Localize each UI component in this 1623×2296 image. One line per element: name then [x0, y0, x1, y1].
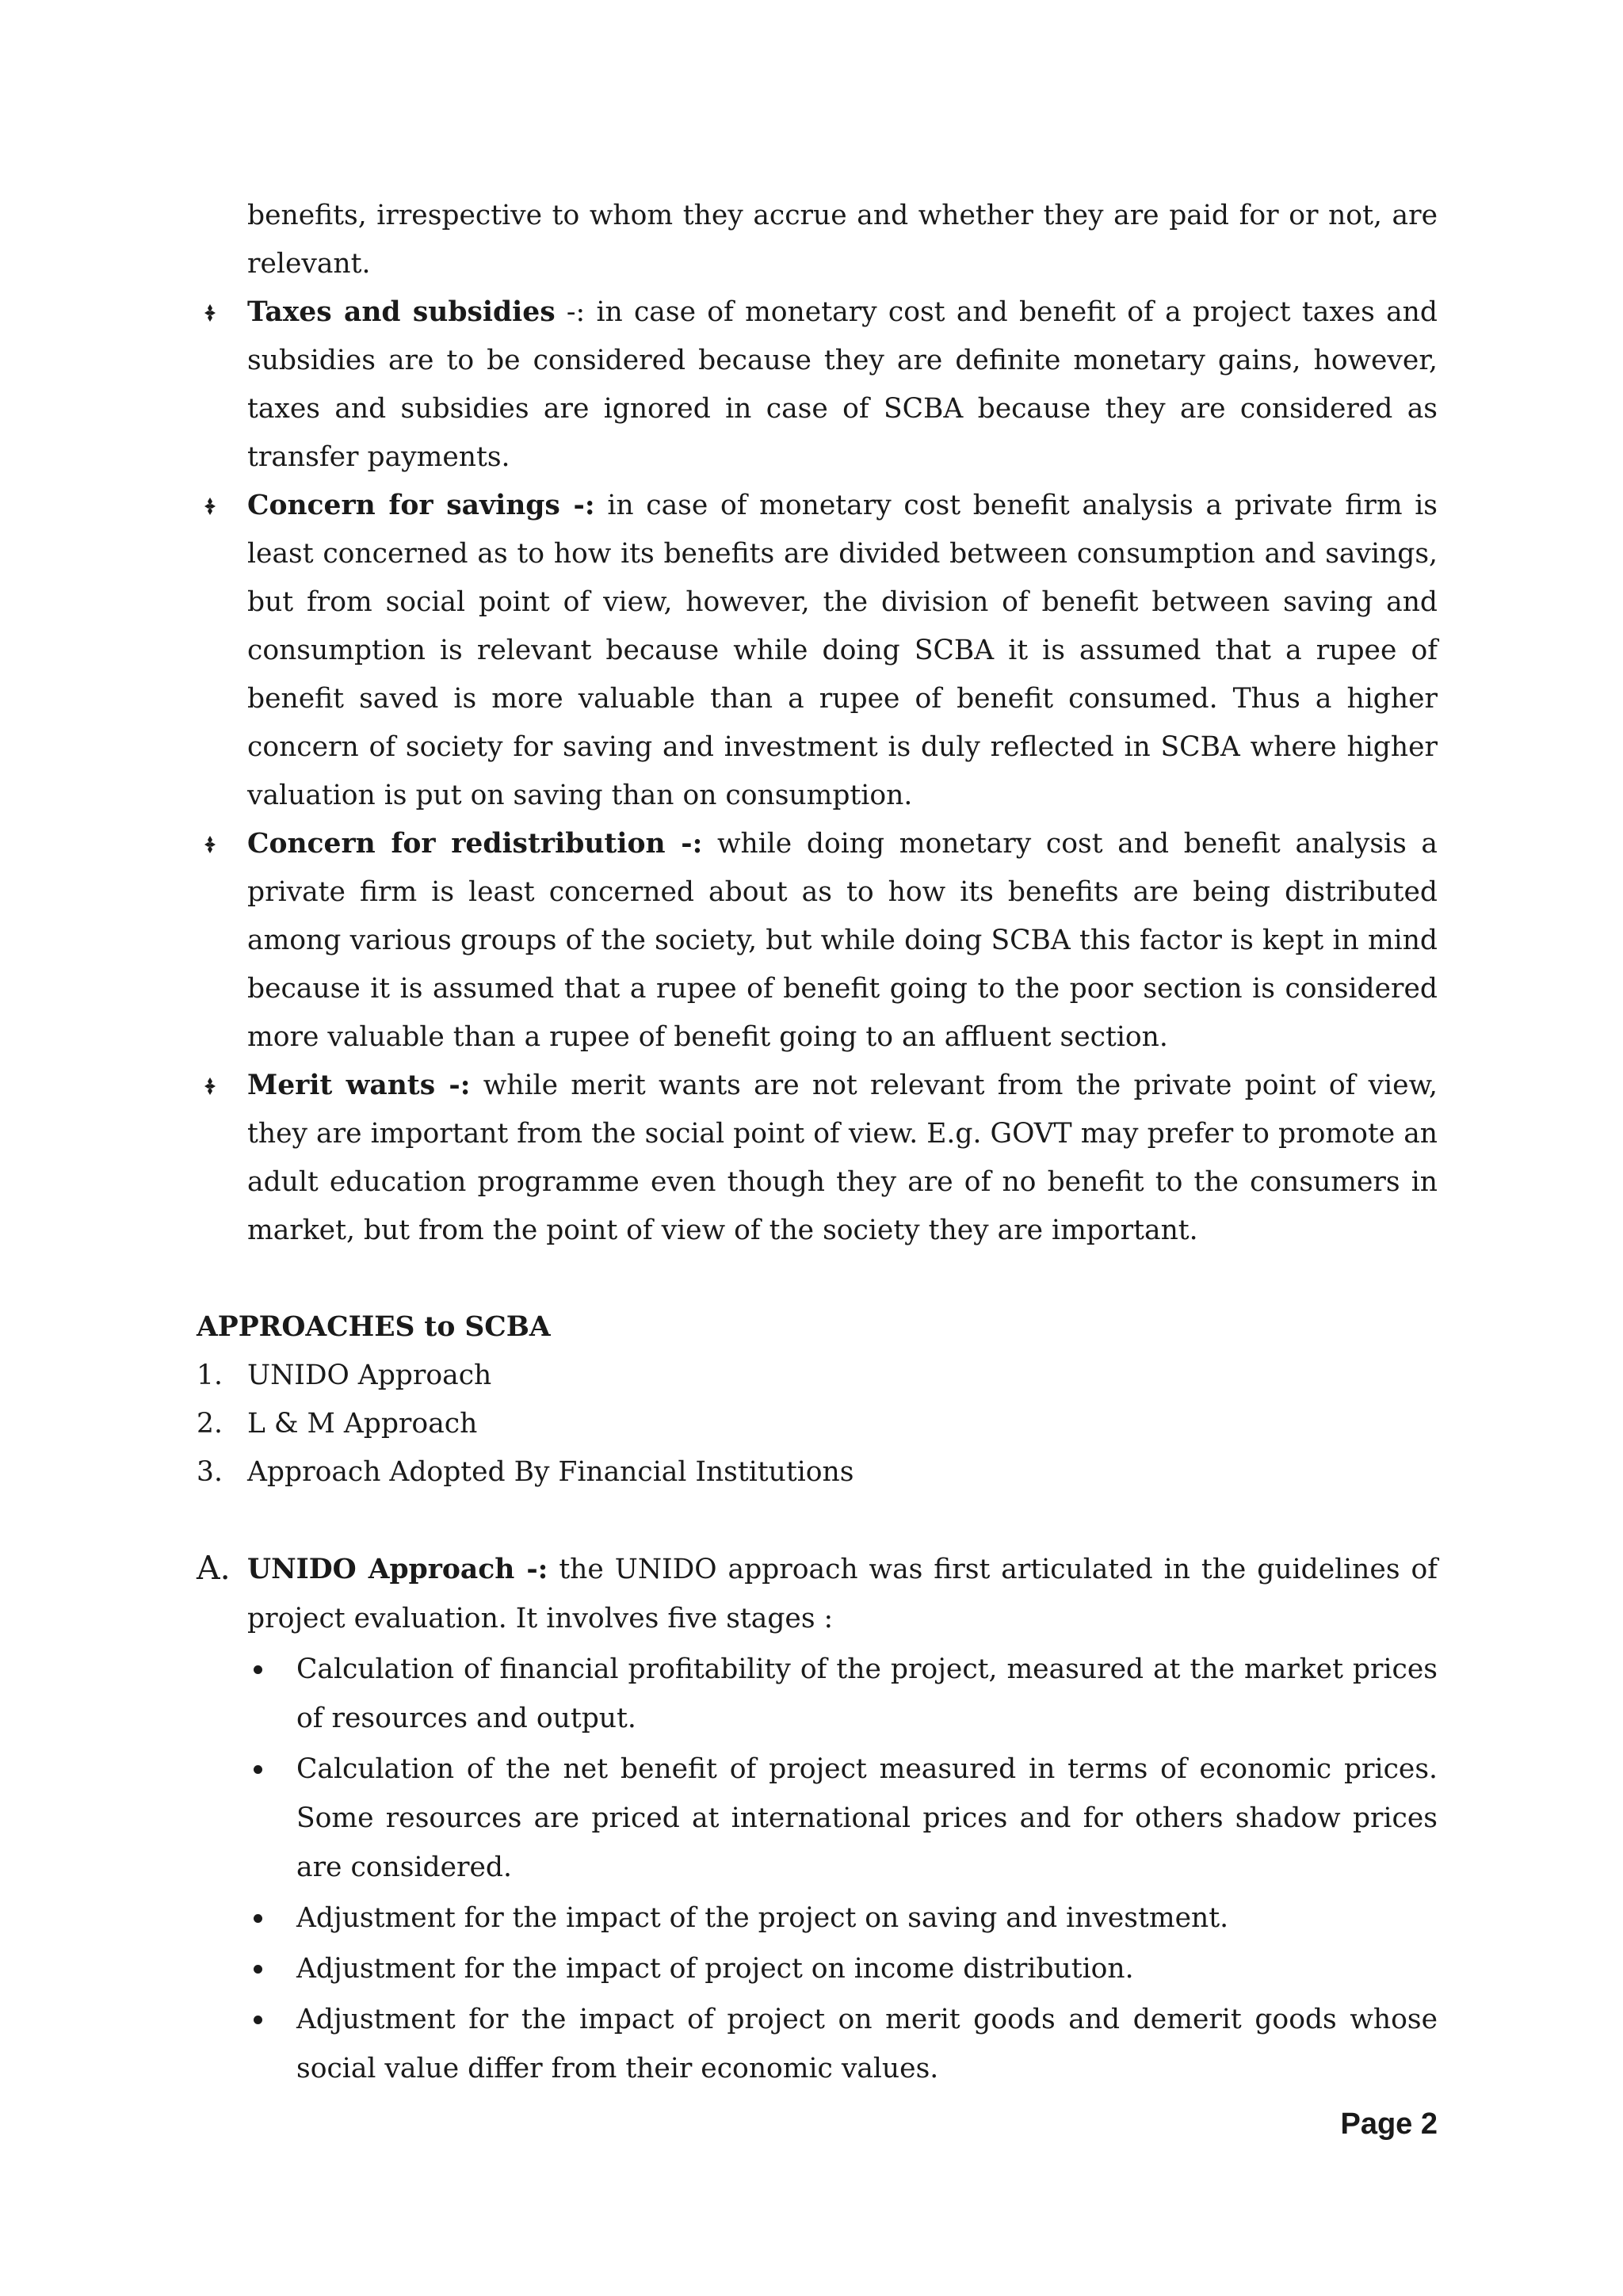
filled-circle-bullet-icon [254, 1965, 262, 1974]
point-separator: -: [555, 296, 597, 328]
four-petal-diamond-icon [198, 288, 222, 337]
point-title: Taxes and subsidies [247, 296, 556, 328]
filled-circle-bullet-icon [254, 1914, 262, 1923]
approach-label: UNIDO Approach [247, 1360, 492, 1391]
unido-stage [197, 1995, 1438, 2093]
unido-stage [197, 1944, 1438, 1993]
approach-number: 3. [197, 1456, 223, 1488]
point-title: Concern for savings -: [247, 490, 595, 521]
stage-text: Adjustment for the impact of the project on saving and investment. [296, 1902, 1229, 1934]
unido-text: the UNIDO approach was first articulated in the guidelines of project evaluation. It involves five stages : [247, 1554, 1438, 1634]
unido-stage [197, 1894, 1438, 1943]
intro-paragraph: benefits, irrespective to whom they accrue and whether they are paid for or not, are relevant. [247, 200, 1438, 280]
unido-section [197, 1545, 1438, 1643]
approach-number: 2. [197, 1408, 223, 1440]
point-taxes-subsidies [197, 288, 1438, 482]
filled-circle-bullet-icon [254, 1765, 262, 1774]
approach-item [197, 1400, 1438, 1448]
point-text: while merit wants are not relevant from the private point of view, they are important from the social point of view. E.g. GOVT may prefer to promote an adult education programme even though they are of no benefit to the consumers in market, but from the point of view of the society they are important. [247, 1070, 1438, 1246]
point-title: Merit wants -: [247, 1070, 471, 1101]
four-petal-diamond-icon [198, 482, 222, 530]
approaches-heading: APPROACHES to SCBA [197, 1311, 551, 1343]
page-number: Page 2 [1340, 2107, 1438, 2141]
four-petal-diamond-icon [198, 1062, 222, 1110]
page-content [197, 192, 1438, 2093]
approach-label: L & M Approach [247, 1408, 478, 1440]
unido-stages-list [197, 1645, 1438, 2093]
section-marker: A. [197, 1549, 231, 1587]
four-petal-diamond-icon [198, 820, 222, 868]
point-text: while doing monetary cost and benefit analysis a private firm is least concerned about as to how its benefits are being distributed among various groups of the society, but while doing SCBA this factor is kept in mind because it is assumed that a rupee of benefit going to the poor section is considered more valuable than a rupee of benefit going to an affluent section. [247, 828, 1438, 1053]
stage-text: Adjustment for the impact of project on income distribution. [296, 1953, 1134, 1985]
stage-text: Calculation of the net benefit of project measured in terms of economic prices. Some resources are priced at international prices and for others shadow prices are considered. [296, 1753, 1438, 1883]
point-title: Concern for redistribution -: [247, 828, 703, 860]
point-separator [471, 1070, 483, 1101]
filled-circle-bullet-icon [254, 2016, 262, 2024]
unido-title: UNIDO Approach -: [247, 1554, 548, 1585]
unido-stage [197, 1645, 1438, 1743]
unido-stage [197, 1745, 1438, 1892]
filled-circle-bullet-icon [254, 1665, 262, 1674]
point-separator [702, 828, 717, 860]
point-separator [595, 490, 608, 521]
approach-number: 1. [197, 1360, 223, 1391]
point-concern-savings [197, 482, 1438, 820]
stage-text: Calculation of financial profitability of the project, measured at the market prices of resources and output. [296, 1653, 1438, 1734]
point-text: in case of monetary cost and benefit of a project taxes and subsidies are to be considered because they are definite monetary gains, however, taxes and subsidies are ignored in case of SCBA because they are considered as transfer payments. [247, 296, 1438, 473]
approach-item [197, 1352, 1438, 1400]
point-merit-wants [197, 1062, 1438, 1255]
point-text: in case of monetary cost benefit analysis a private firm is least concerned as to how its benefits are divided between consumption and savings, but from social point of view, however, the division of benefit between saving and consumption is relevant because while doing SCBA it is assumed that a rupee of benefit saved is more valuable than a rupee of benefit consumed. Thus a higher concern of society for saving and investment is duly reflected in SCBA where higher valuation is put on saving than on consumption. [247, 490, 1438, 811]
approach-label: Approach Adopted By Financial Institutions [247, 1456, 854, 1488]
stage-text: Adjustment for the impact of project on merit goods and demerit goods whose social value differ from their economic values. [296, 2004, 1438, 2084]
approach-item [197, 1448, 1438, 1497]
point-concern-redistribution [197, 820, 1438, 1062]
